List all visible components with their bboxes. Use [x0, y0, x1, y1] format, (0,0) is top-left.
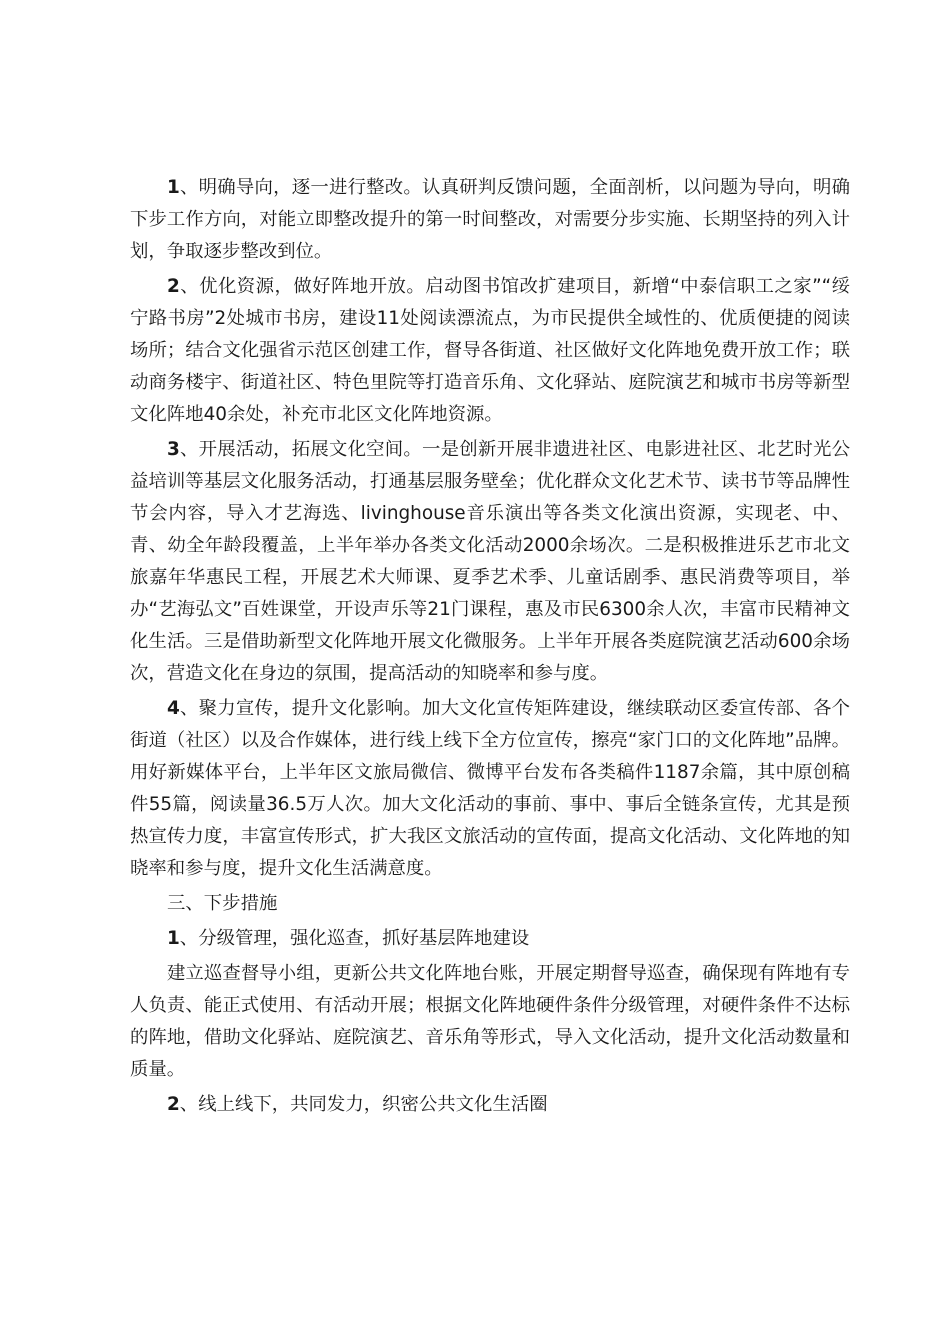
paragraph-text: 、分级管理，强化巡查，抓好基层阵地建设 [179, 928, 530, 949]
paragraph-resources [130, 271, 850, 431]
paragraph-inspection [130, 958, 850, 1086]
paragraph-text: 、开展活动，拓展文化空间。一是创新开展非遗进社区、电影进社区、北艺时光公益培训等基层文化服务活动，打通基层服务壁垒；优化群众文化艺术节、读书节等品牌性节会内容，导入才艺海选、livinghouse音乐演出等各类文化演出资源，实现老、中、青、幼全年龄段覆盖，上半年举办各类文化活动2000余场次。二是积极推进乐艺市北文旅嘉年华惠民工程，开展艺术大师课、夏季艺术季、儿童话剧季、惠民消费等项目，举办“艺海弘文”百姓课堂，开设声乐等21门课程，惠及市民6300余人次，丰富市民精神文化生活。三是借助新型文化阵地开展文化微服务。上半年开展各类庭院演艺活动600余场次，营造文化在身边的氛围，提高活动的知晓率和参与度。 [130, 439, 850, 684]
paragraph-rectify [130, 172, 850, 268]
paragraph-number: 2 [167, 1094, 180, 1115]
paragraph-text: 三、下步措施 [167, 893, 278, 914]
paragraph-text: 、聚力宣传，提升文化影响。加大文化宣传矩阵建设，继续联动区委宣传部、各个街道（社区）以及合作媒体，进行线上线下全方位宣传，擦亮“家门口的文化阵地”品牌。用好新媒体平台，上半年区文旅局微信、微博平台发布各类稿件1187余篇，其中原创稿件55篇，阅读量36.5万人次。加大文化活动的事前、事中、事后全链条宣传，尤其是预热宣传力度，丰富宣传形式，扩大我区文旅活动的宣传面，提高文化活动、文化阵地的知晓率和参与度，提升文化生活满意度。 [130, 698, 850, 879]
subheading-online-offline [130, 1089, 850, 1121]
paragraph-number: 1 [167, 177, 180, 198]
paragraph-number: 2 [167, 276, 180, 297]
paragraph-number: 4 [167, 698, 180, 719]
paragraph-text: 、线上线下，共同发力，织密公共文化生活圈 [179, 1094, 548, 1115]
paragraph-text: 、明确导向，逐一进行整改。认真研判反馈问题，全面剖析，以问题为导向，明确下步工作方向，对能立即整改提升的第一时间整改，对需要分步实施、长期坚持的列入计划，争取逐步整改到位。 [130, 177, 850, 262]
paragraph-text: 建立巡查督导小组，更新公共文化阵地台账，开展定期督导巡查，确保现有阵地有专人负责、能正式使用、有活动开展；根据文化阵地硬件条件分级管理，对硬件条件不达标的阵地，借助文化驿站、庭院演艺、音乐角等形式，导入文化活动，提升文化活动数量和质量。 [130, 963, 850, 1080]
subheading-tiered-management [130, 923, 850, 955]
paragraph-number: 1 [167, 928, 180, 949]
section-heading-next-steps [130, 888, 850, 920]
document-body [130, 172, 850, 1124]
paragraph-number: 3 [167, 439, 180, 460]
paragraph-publicity [130, 693, 850, 885]
paragraph-text: 、优化资源，做好阵地开放。启动图书馆改扩建项目，新增“中泰信职工之家”“绥宁路书房”2处城市书房，建设11处阅读漂流点，为市民提供全域性的、优质便捷的阅读场所；结合文化强省示范区创建工作，督导各街道、社区做好文化阵地免费开放工作；联动商务楼宇、街道社区、特色里院等打造音乐角、文化驿站、庭院演艺和城市书房等新型文化阵地40余处，补充市北区文化阵地资源。 [130, 276, 850, 425]
paragraph-activities [130, 434, 850, 690]
